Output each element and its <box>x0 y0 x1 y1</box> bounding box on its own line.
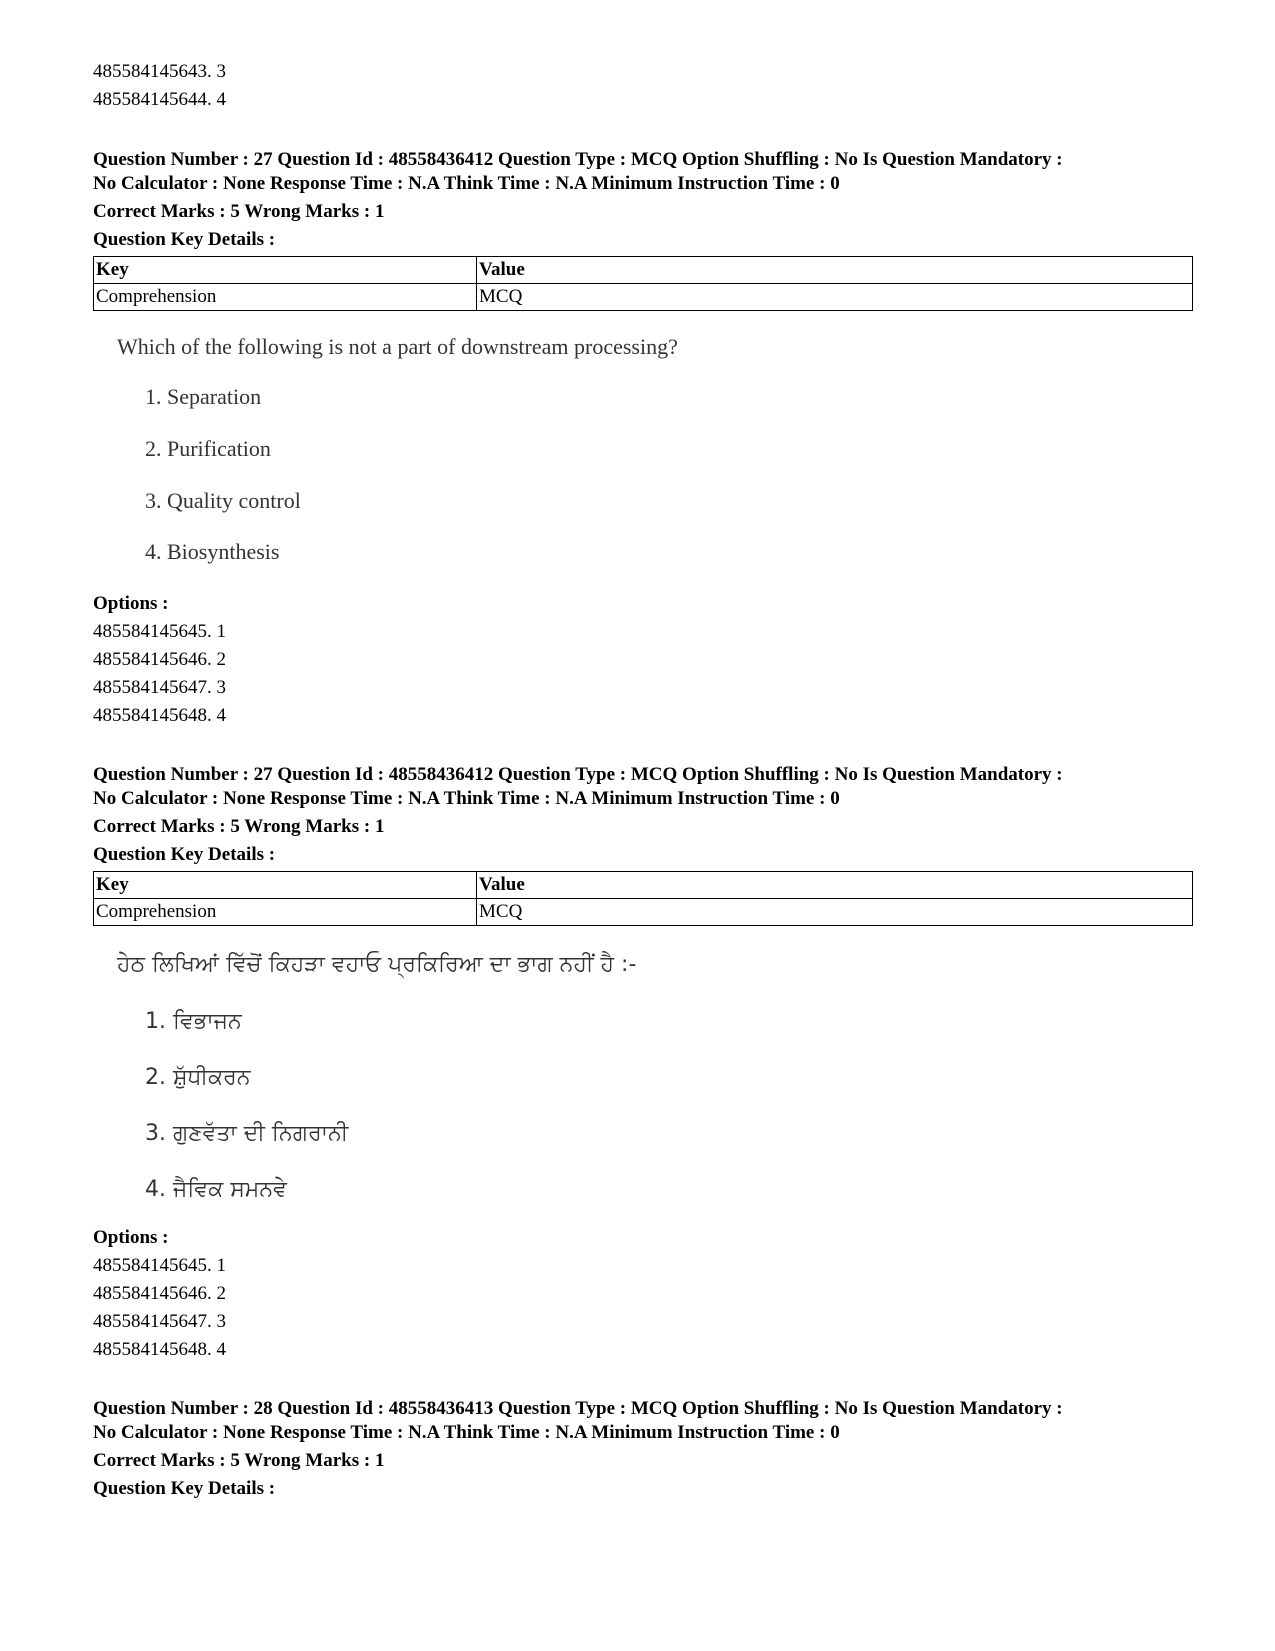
question-header-line2: No Calculator : None Response Time : N.A Think Time : N.A Minimum Instruction Time : 0 <box>93 173 840 194</box>
option-line: 485584145647. 3 <box>93 1311 226 1332</box>
question-header-line1: Question Number : 27 Question Id : 48558436412 Question Type : MCQ Option Shuffling : No Is Question Mandatory : <box>93 764 1063 785</box>
key-details-table <box>93 871 1193 926</box>
previous-options-list <box>93 58 226 114</box>
question-choice: 1. ਵਿਭਾਜਨ <box>145 1009 242 1034</box>
question-header-line1: Question Number : 27 Question Id : 48558436412 Question Type : MCQ Option Shuffling : No Is Question Mandatory : <box>93 149 1063 170</box>
question-image-english <box>117 332 817 577</box>
key-details-label: Question Key Details : <box>93 1478 276 1499</box>
table-row <box>94 899 1193 926</box>
table-header-value: Value <box>477 872 1193 899</box>
marks-line: Correct Marks : 5 Wrong Marks : 1 <box>93 1450 385 1471</box>
table-header-row <box>94 257 1193 284</box>
question-image-punjabi <box>117 950 817 1220</box>
question-stem: ਹੇਠ ਲਿਖਿਆਂ ਵਿੱਚੋਂ ਕਿਹੜਾ ਵਹਾਓ ਪ੍ਰਕਿਰਿਆ ਦਾ ਭਾਗ ਨਹੀਂ ਹੈ :- <box>117 952 637 977</box>
option-line: 485584145643. 3 <box>93 61 226 82</box>
table-header-value: Value <box>477 257 1193 284</box>
table-header-key: Key <box>94 872 477 899</box>
table-header-row <box>94 872 1193 899</box>
question-choice: 1. Separation <box>145 384 262 409</box>
question-block-27-punjabi <box>93 763 1193 926</box>
marks-line: Correct Marks : 5 Wrong Marks : 1 <box>93 816 385 837</box>
question-choice: 3. Quality control <box>145 488 301 513</box>
options-label: Options : <box>93 593 169 614</box>
table-row <box>94 284 1193 311</box>
question-stem: Which of the following is not a part of downstream processing? <box>117 334 678 359</box>
table-header-key: Key <box>94 257 477 284</box>
question-header-line2: No Calculator : None Response Time : N.A Think Time : N.A Minimum Instruction Time : 0 <box>93 1422 840 1443</box>
key-details-label: Question Key Details : <box>93 844 276 865</box>
marks-line: Correct Marks : 5 Wrong Marks : 1 <box>93 201 385 222</box>
question-choice: 2. Purification <box>145 436 271 461</box>
table-cell-value: MCQ <box>477 284 1193 311</box>
table-cell-key: Comprehension <box>94 284 477 311</box>
options-label: Options : <box>93 1227 169 1248</box>
option-line: 485584145644. 4 <box>93 89 226 110</box>
table-cell-value: MCQ <box>477 899 1193 926</box>
question-header-line1: Question Number : 28 Question Id : 48558436413 Question Type : MCQ Option Shuffling : No Is Question Mandatory : <box>93 1398 1063 1419</box>
option-line: 485584145648. 4 <box>93 705 226 726</box>
key-details-label: Question Key Details : <box>93 229 276 250</box>
question-header-line2: No Calculator : None Response Time : N.A Think Time : N.A Minimum Instruction Time : 0 <box>93 788 840 809</box>
question-block-27-english <box>93 148 1193 311</box>
question-choice: 2. ਸ਼ੁੱਧੀਕਰਨ <box>145 1065 251 1090</box>
question-choice: 3. ਗੁਣਵੱਤਾ ਦੀ ਨਿਗਰਾਨੀ <box>145 1121 349 1146</box>
option-line: 485584145646. 2 <box>93 649 226 670</box>
option-line: 485584145645. 1 <box>93 1255 226 1276</box>
question-block-28 <box>93 1397 1193 1503</box>
question-choice: 4. ਜੈਵਿਕ ਸਮਨਵੇ <box>145 1177 287 1202</box>
options-section <box>93 590 1193 730</box>
question-choice: 4. Biosynthesis <box>145 539 280 564</box>
option-line: 485584145647. 3 <box>93 677 226 698</box>
option-line: 485584145645. 1 <box>93 621 226 642</box>
option-line: 485584145646. 2 <box>93 1283 226 1304</box>
options-section <box>93 1224 1193 1364</box>
option-line: 485584145648. 4 <box>93 1339 226 1360</box>
table-cell-key: Comprehension <box>94 899 477 926</box>
key-details-table <box>93 256 1193 311</box>
